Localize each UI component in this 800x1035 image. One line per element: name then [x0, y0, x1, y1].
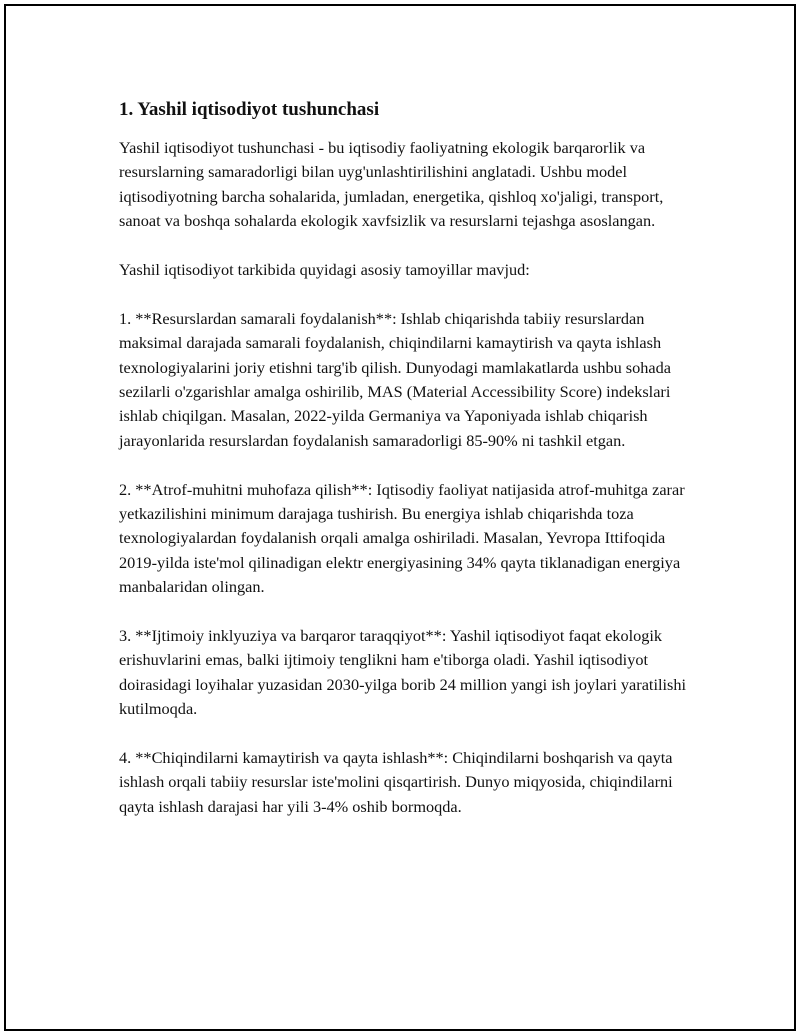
principle-3-paragraph: 3. **Ijtimoiy inklyuziya va barqaror taraqqiyot**: Yashil iqtisodiyot faqat ekologik erishuvlarini emas, balki ijtimoiy tenglikni ham e'tiborga oladi. Yashil iqtisodiyot doirasidagi loyihalar yuzasidan 2030-yilga borib 24 million yangi ish joylari yaratilishi kutilmoqda.	[119, 626, 687, 719]
section-heading: 1. Yashil iqtisodiyot tushunchasi	[119, 99, 380, 120]
document-content	[119, 98, 699, 844]
principles-intro: Yashil iqtisodiyot tarkibida quyidagi asosiy tamoyillar mavjud:	[119, 260, 530, 280]
principle-1-paragraph: 1. **Resurslardan samarali foydalanish**: Ishlab chiqarishda tabiiy resurslardan maksimal darajada samarali foydalanish, chiqindilarni kamaytirish va qayta ishlash texnologiyalarini joriy etishni targ'ib qilish. Dunyodagi mamlakatlarda ushbu sohada sezilarli o'zgarishlar amalga oshirilib, MAS (Material Accessibility Score) indekslari ishlab chiqilgan. Masalan, 2022-yilda Germaniya va Yaponiyada ishlab chiqarish jarayonlarida resurslardan foydalanish samaradorligi 85-90% ni tashkil etgan.	[119, 308, 672, 450]
principle-4-paragraph: 4. **Chiqindilarni kamaytirish va qayta ishlash**: Chiqindilarni boshqarish va qayta ishlash orqali tabiiy resurslar iste'molini qisqartirish. Dunyo miqyosida, chiqindilarni qayta ishlash darajasi har yili 3-4% oshib bormoqda.	[119, 748, 673, 816]
page-frame	[4, 4, 796, 1031]
intro-paragraph: Yashil iqtisodiyot tushunchasi - bu iqtisodiy faoliyatning ekologik barqarorlik va resurslarning samaradorligi bilan uyg'unlashtirilishini anglatadi. Ushbu model iqtisodiyotning barcha sohalarida, jumladan, energetika, qishloq xo'jaligi, transport, sanoat va boshqa sohalarda ekologik xavfsizlik va resurslarni tejashga asoslangan.	[119, 138, 664, 231]
principle-2-paragraph: 2. **Atrof-muhitni muhofaza qilish**: Iqtisodiy faoliyat natijasida atrof-muhitga zarar yetkazilishini minimum darajaga tushirish. Bu energiya ishlab chiqarishda toza texnologiyalardan foydalanish orqali amalga oshiriladi. Masalan, Yevropa Ittifoqida 2019-yilda iste'mol qilinadigan elektr energiyasining 34% qayta tiklanadigan energiya manbalaridan olingan.	[119, 479, 685, 597]
